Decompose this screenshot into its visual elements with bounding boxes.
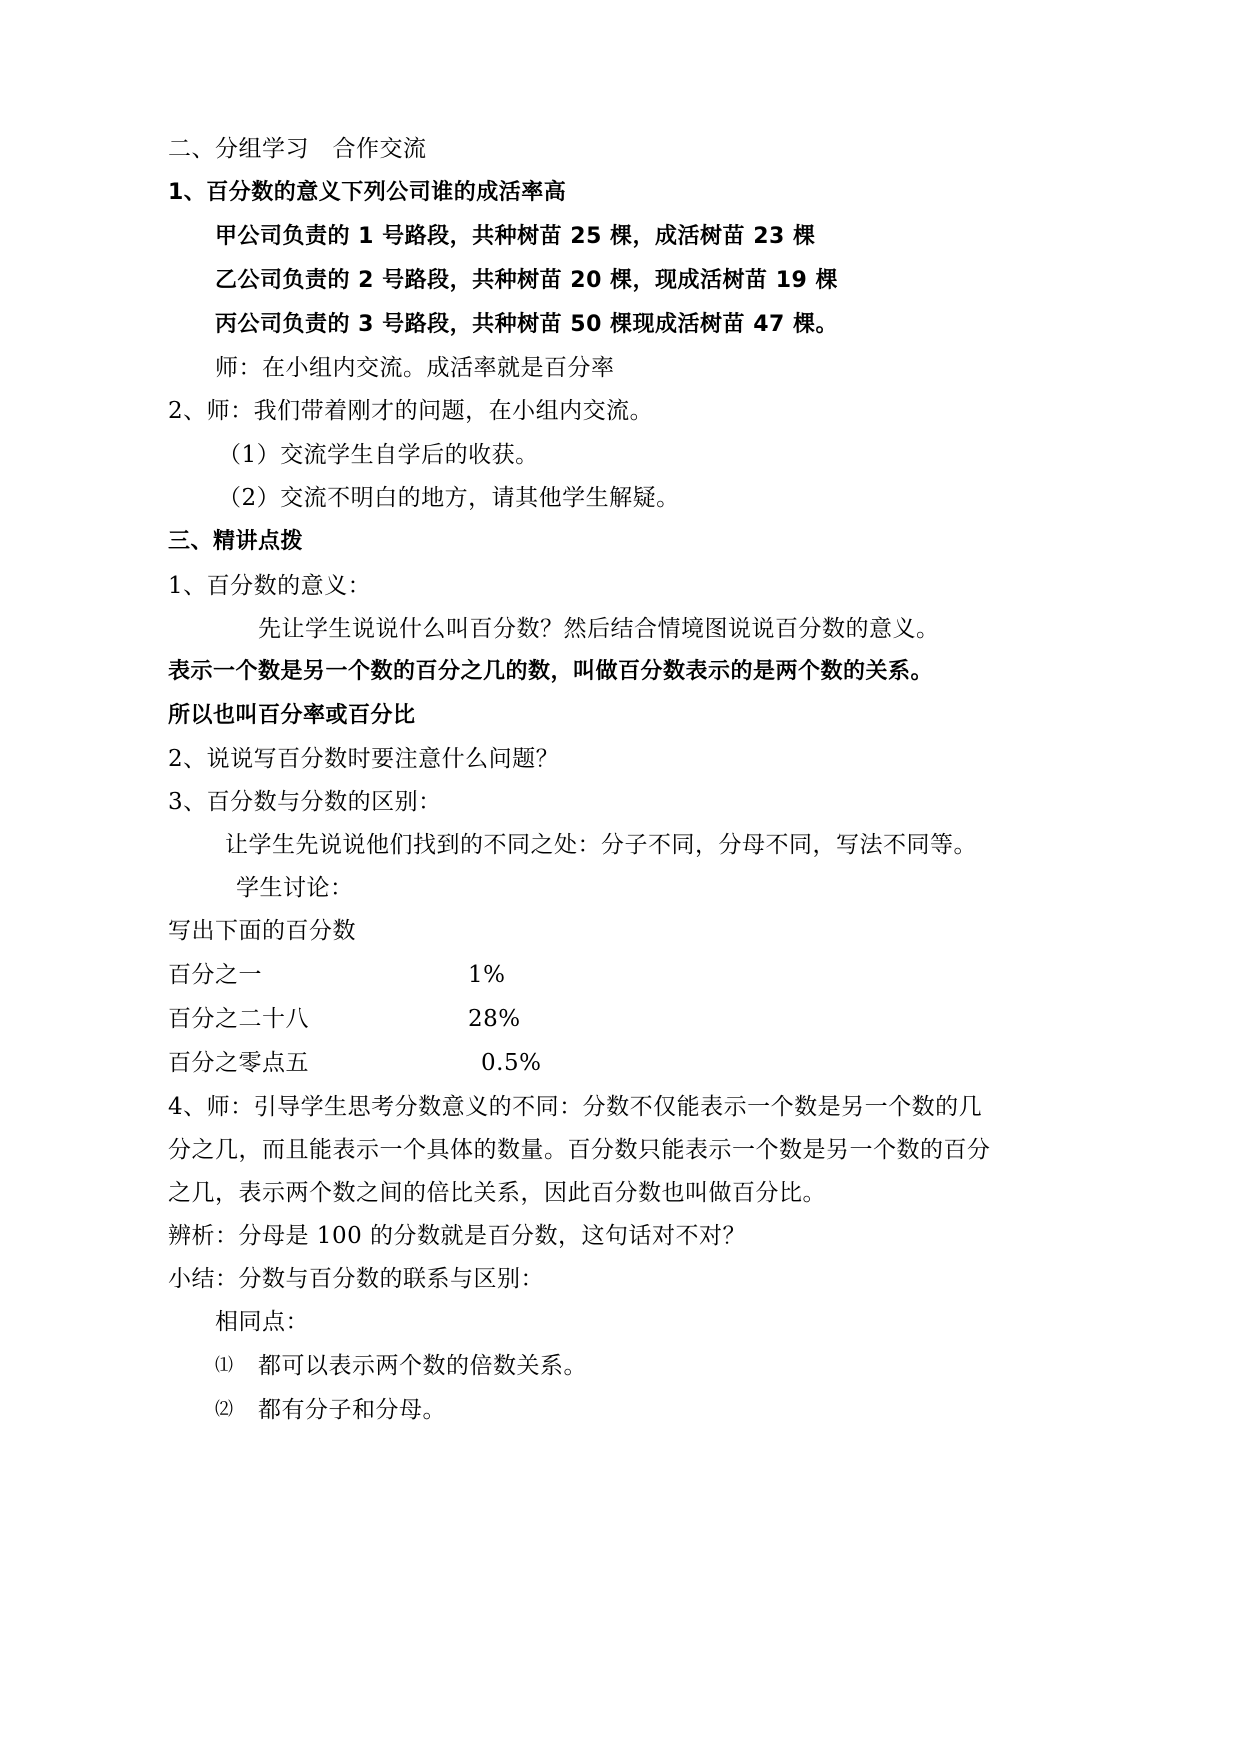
example-words: 百分之零点五 <box>168 1050 309 1076</box>
p4-line1: 4、师：引导学生思考分数意义的不同：分数不仅能表示一个数是另一个数的几 <box>168 1094 983 1120</box>
company-b-line: 乙公司负责的 2 号路段，共种树苗 20 棵，现成活树苗 19 棵 <box>215 268 838 293</box>
p1-sub: 先让学生说说什么叫百分数？然后结合情境图说说百分数的意义。 <box>258 616 940 642</box>
similarities-label: 相同点： <box>215 1309 309 1335</box>
p4-line2: 分之几，而且能表示一个具体的数量。百分数只能表示一个数是另一个数的百分 <box>168 1137 991 1163</box>
example-words: 百分之一 <box>168 962 262 988</box>
company-c-line: 丙公司负责的 3 号路段，共种树苗 50 棵现成活树苗 47 棵。 <box>215 312 838 337</box>
company-a-line: 甲公司负责的 1 号路段，共种树苗 25 棵，成活树苗 23 棵 <box>215 224 816 249</box>
p4-line3: 之几，表示两个数之间的倍比关系，因此百分数也叫做百分比。 <box>168 1180 826 1206</box>
p3-sub: 让学生先说说他们找到的不同之处：分子不同，分母不同，写法不同等。 <box>225 832 977 858</box>
discussion-line: 学生讨论： <box>236 875 354 901</box>
p3-heading: 3、百分数与分数的区别： <box>168 789 442 815</box>
summary-line: 小结：分数与百分数的联系与区别： <box>168 1266 544 1292</box>
example-value: 1% <box>468 962 506 988</box>
example-words: 百分之二十八 <box>168 1006 309 1032</box>
example-value: 28% <box>468 1006 521 1032</box>
item2-sub2: （2）交流不明白的地方，请其他学生解疑。 <box>218 485 680 511</box>
item1-title: 1、百分数的意义下列公司谁的成活率高 <box>168 180 567 205</box>
item2-sub1: （1）交流学生自学后的收获。 <box>218 442 539 468</box>
list-marker: ⑵ <box>215 1399 234 1420</box>
similarity-item: 都有分子和分母。 <box>258 1397 446 1423</box>
list-marker: ⑴ <box>215 1355 234 1376</box>
definition-line1: 表示一个数是另一个数的百分之几的数，叫做百分数表示的是两个数的关系。 <box>168 659 934 684</box>
section3-title: 三、精讲点拨 <box>168 529 304 554</box>
p1-heading: 1、百分数的意义： <box>168 573 372 599</box>
p2-line: 2、说说写百分数时要注意什么问题？ <box>168 746 560 772</box>
teacher-note: 师：在小组内交流。成活率就是百分率 <box>215 355 615 381</box>
similarity-item: 都可以表示两个数的倍数关系。 <box>258 1353 587 1379</box>
analysis-line: 辨析：分母是 100 的分数就是百分数，这句话对不对？ <box>168 1223 747 1249</box>
write-title: 写出下面的百分数 <box>168 918 356 944</box>
example-value: 0.5% <box>481 1050 542 1076</box>
item2-line: 2、师：我们带着刚才的问题，在小组内交流。 <box>168 398 654 424</box>
definition-line2: 所以也叫百分率或百分比 <box>168 703 416 728</box>
section2-title: 二、分组学习 合作交流 <box>168 136 427 162</box>
